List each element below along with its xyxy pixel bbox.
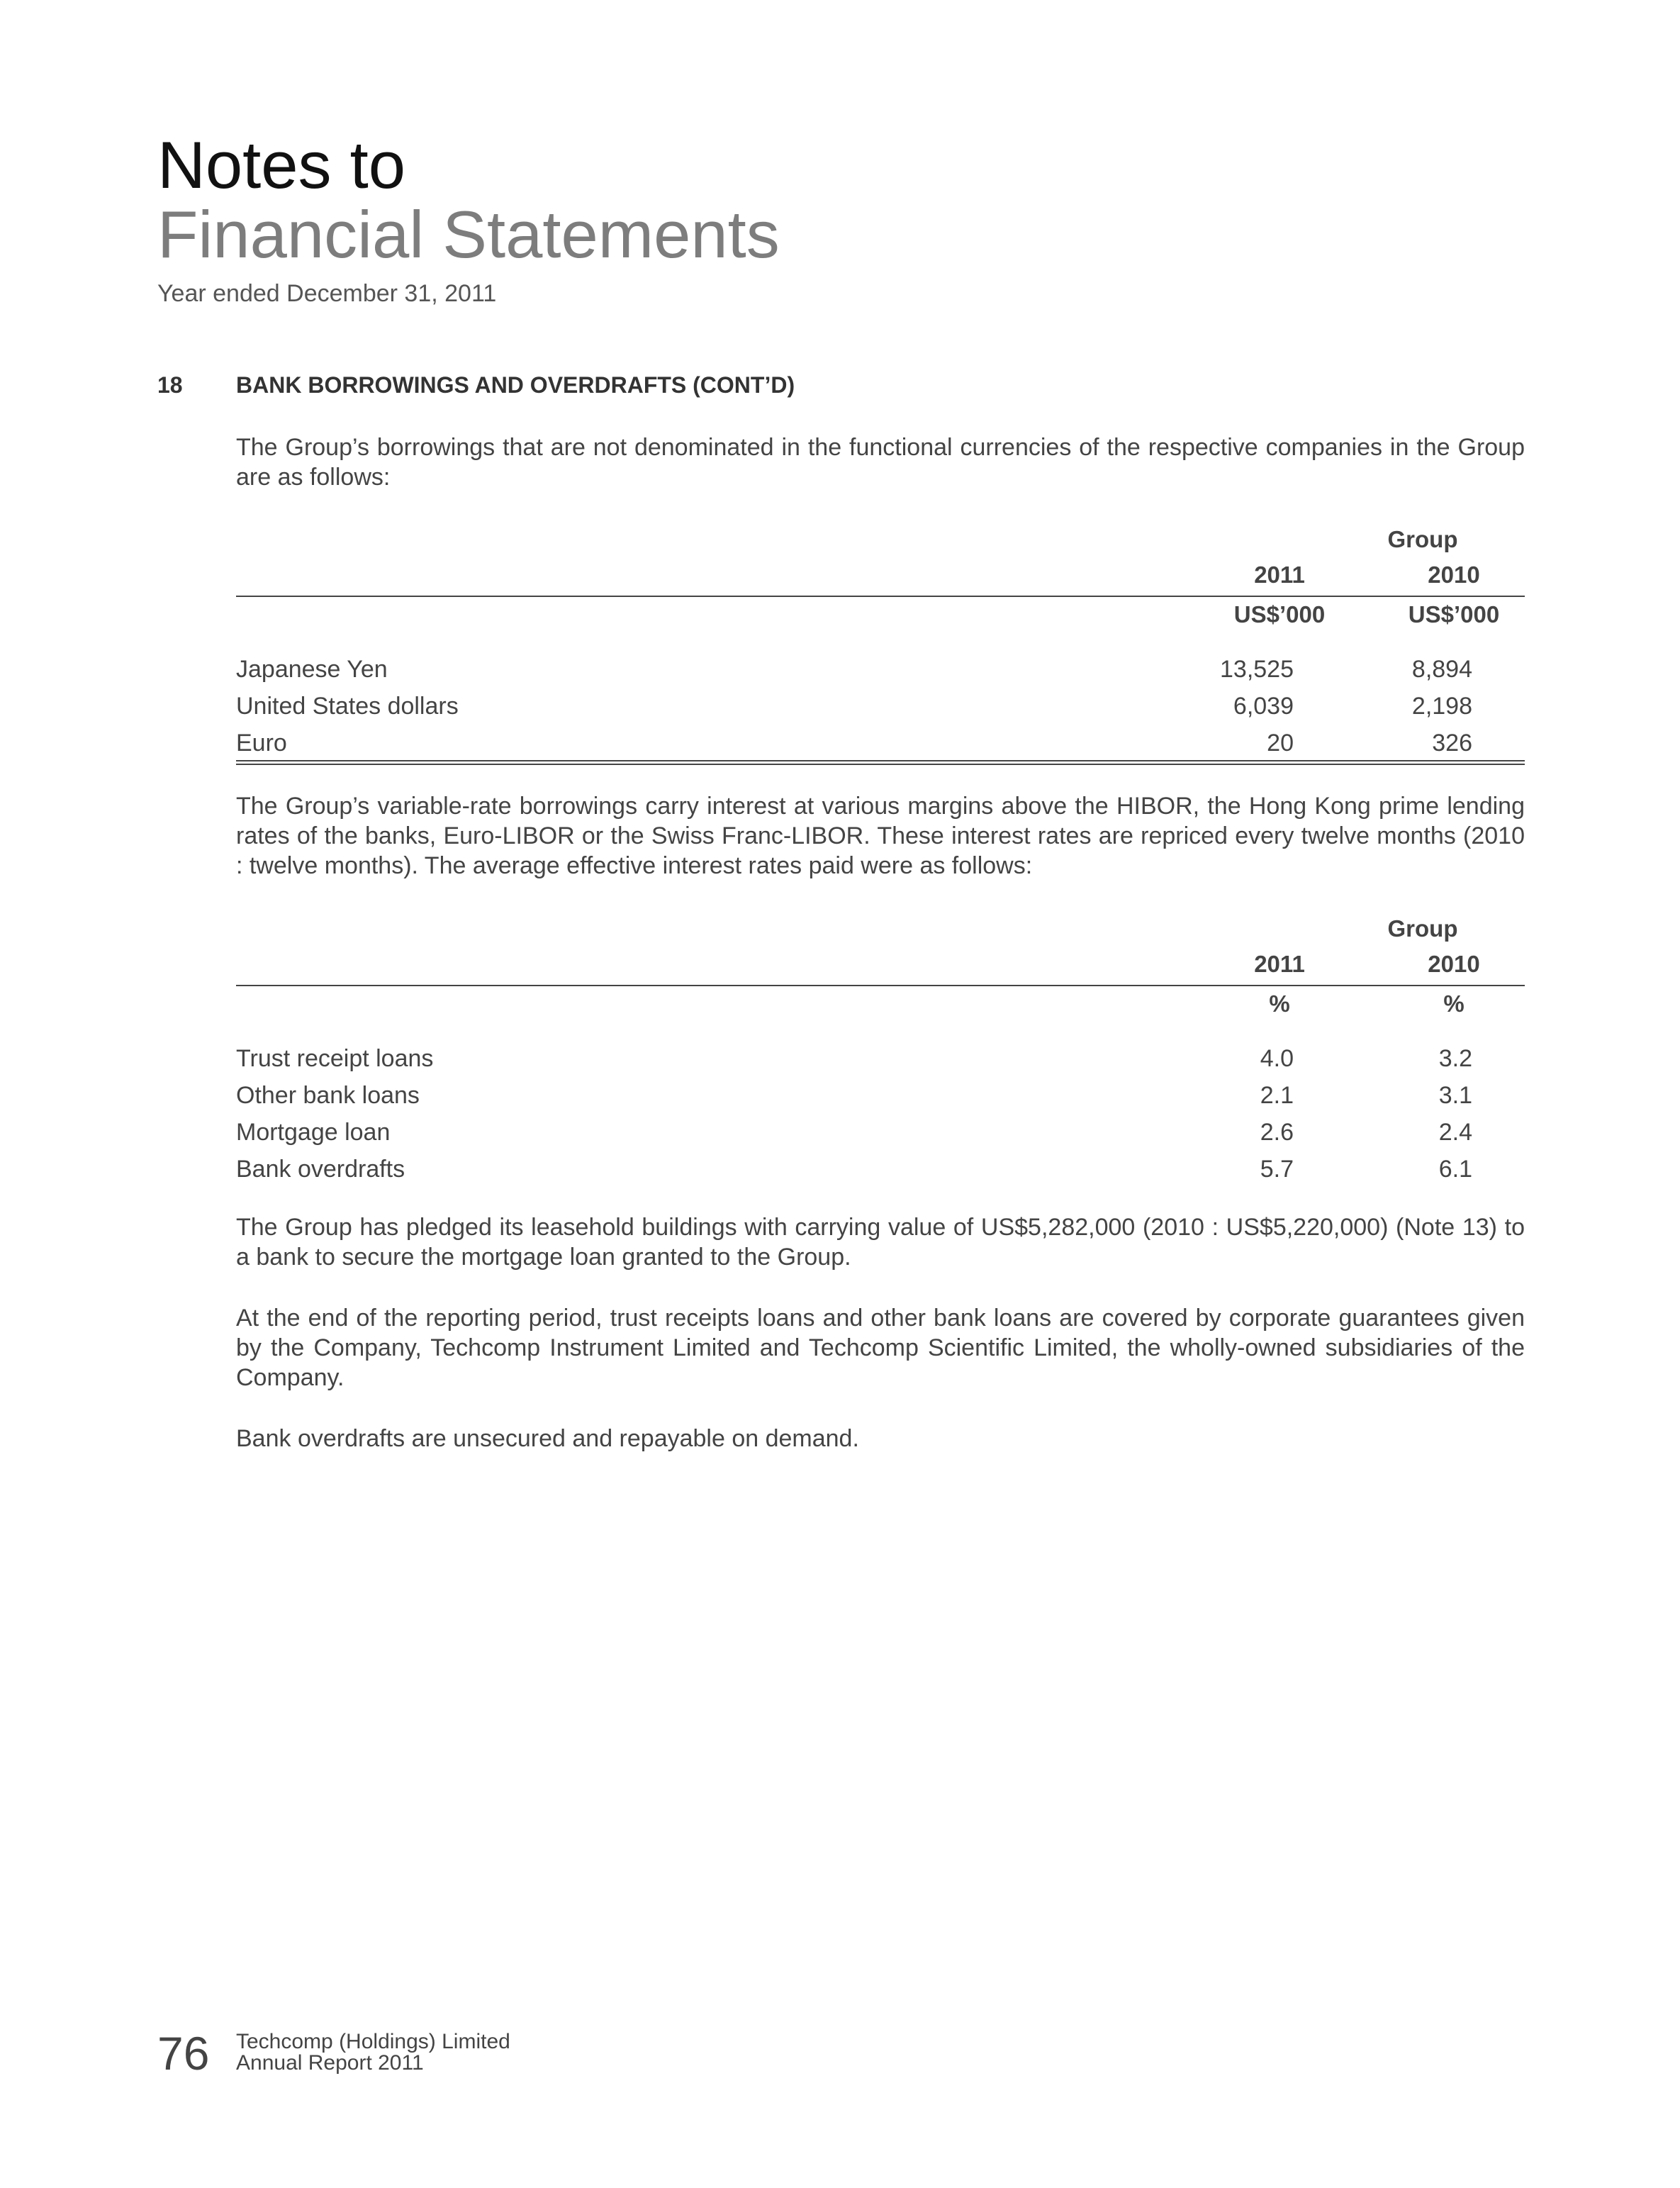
table-row	[236, 1077, 1525, 1114]
value-2010: 2.4	[1438, 1119, 1472, 1146]
row-label: United States dollars	[236, 693, 459, 720]
intro-paragraph: The Group’s borrowings that are not denominated in the functional currencies of the respective companies in the Group are as follows:	[236, 434, 1525, 491]
page-subtitle: Year ended December 31, 2011	[157, 280, 497, 307]
value-2010: 6.1	[1438, 1156, 1472, 1183]
value-2010: 8,894	[1411, 656, 1472, 683]
value-2010: 3.1	[1438, 1082, 1472, 1109]
row-label: Euro	[236, 730, 287, 757]
value-2011: 20	[1267, 730, 1294, 757]
row-label: Japanese Yen	[236, 656, 388, 683]
table-row	[236, 1114, 1525, 1151]
table-row	[236, 688, 1525, 725]
row-label: Mortgage loan	[236, 1119, 391, 1146]
section-number: 18	[157, 372, 183, 398]
header-rule	[236, 596, 1525, 597]
total-double-rule	[236, 760, 1525, 765]
value-2011: 4.0	[1260, 1045, 1294, 1072]
unit-header-2010: %	[1443, 990, 1465, 1017]
year-header-2010: 2010	[1428, 562, 1480, 588]
unit-header-2011: %	[1269, 990, 1290, 1017]
year-header-2011: 2011	[1254, 951, 1305, 977]
group-header: Group	[1387, 915, 1458, 942]
table-row	[236, 725, 1525, 761]
value-2010: 326	[1432, 730, 1472, 757]
page-title-line1: Notes to	[157, 128, 406, 202]
guarantees-paragraph: At the end of the reporting period, trust receipts loans and other bank loans are covered by corporate guarantees given by the Company, Techcomp Instrument Limited and Techcomp Scientific Limited, the wholly-owned subsidiaries of the Company.	[236, 1305, 1525, 1391]
page-title-line2: Financial Statements	[157, 197, 780, 272]
unit-header-2011: US$’000	[1233, 601, 1326, 627]
group-header: Group	[1387, 526, 1458, 552]
value-2010: 3.2	[1438, 1045, 1472, 1072]
value-2010: 2,198	[1411, 693, 1472, 720]
value-2011: 2.6	[1260, 1119, 1294, 1146]
table-row	[236, 1151, 1525, 1188]
overdrafts-paragraph: Bank overdrafts are unsecured and repayable on demand.	[236, 1425, 859, 1452]
value-2011: 6,039	[1233, 693, 1294, 720]
variable-rate-paragraph: The Group’s variable-rate borrowings carry interest at various margins above the HIBOR, the Hong Kong prime lending rates of the banks, Euro-LIBOR or the Swiss Franc-LIBOR. These interest rates are repriced every twelve months (2010 : twelve months). The average effective interest rates paid were as follows:	[236, 793, 1525, 879]
page-number: 76	[157, 2027, 210, 2080]
table-row	[236, 651, 1525, 688]
value-2011: 5.7	[1260, 1156, 1294, 1183]
table-row	[236, 1040, 1525, 1077]
row-label: Trust receipt loans	[236, 1045, 434, 1072]
footer-report: Annual Report 2011	[236, 2051, 424, 2075]
section-title: BANK BORROWINGS AND OVERDRAFTS (CONT’D)	[236, 372, 795, 398]
header-rule	[236, 985, 1525, 986]
footer-company: Techcomp (Holdings) Limited	[236, 2030, 510, 2053]
unit-header-2010: US$’000	[1408, 601, 1500, 627]
pledge-paragraph: The Group has pledged its leasehold buildings with carrying value of US$5,282,000 (2010 : US$5,220,000) (Note 13) to a bank to secure the mortgage loan granted to the Group.	[236, 1214, 1525, 1271]
value-2011: 13,525	[1220, 656, 1294, 683]
value-2011: 2.1	[1260, 1082, 1294, 1109]
row-label: Other bank loans	[236, 1082, 420, 1109]
year-header-2011: 2011	[1254, 562, 1305, 588]
year-header-2010: 2010	[1428, 951, 1480, 977]
row-label: Bank overdrafts	[236, 1156, 405, 1183]
